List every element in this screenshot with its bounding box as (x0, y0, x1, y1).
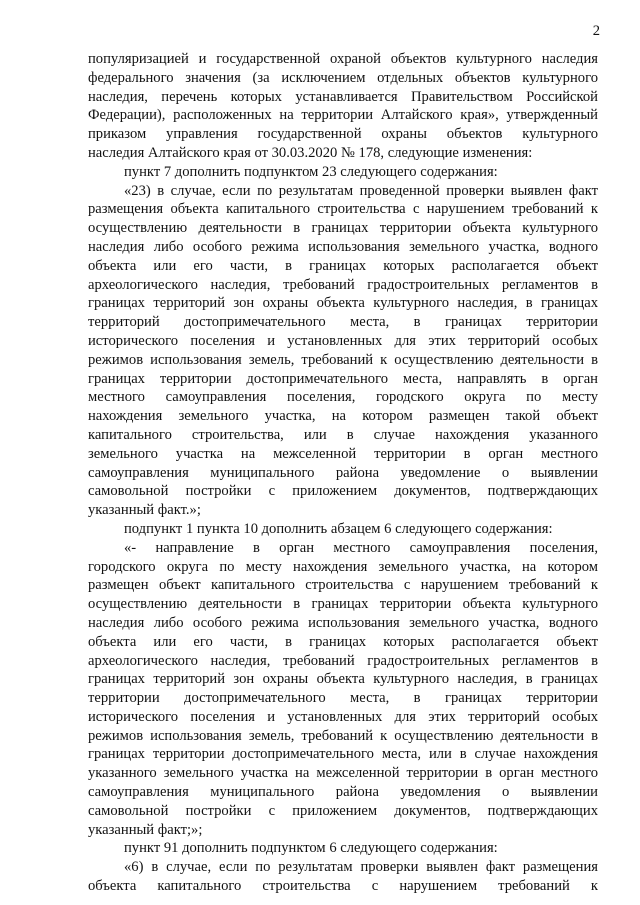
text-line: наследия либо особого режима использования земельного участка, водного (88, 614, 598, 631)
text-line: границах территории достопримечательного места, или в случае нахождения (88, 746, 598, 763)
text-line: территории достопримечательного места, в границах территории (88, 690, 598, 707)
text-line: наследия, перечень которых устанавливается Правительством Российской (88, 88, 598, 105)
text-line: капитального строительства, или в случае нахождения указанного (88, 426, 598, 443)
text-line: федерального значения (за исключением отдельных объектов культурного (88, 69, 598, 86)
text-line: границах территории достопримечательного места, направлять в орган (88, 370, 598, 387)
text-line: границах территорий зон охраны объекта культурного наследия, в границах (88, 295, 598, 312)
text-line: пункт 91 дополнить подпунктом 6 следующего содержания: (124, 840, 498, 857)
text-line: режимов использования земель, требований к осуществлению деятельности в (88, 727, 598, 744)
text-line: объекта или его части, в границах которых располагается объект (88, 633, 598, 650)
text-line: осуществлению деятельности в границах территории объекта культурного (88, 220, 598, 237)
text-line: подпункт 1 пункта 10 дополнить абзацем 6 следующего содержания: (124, 520, 553, 537)
text-line: самоуправления муниципального района уведомление о выявлении (88, 464, 598, 481)
text-line: «- направление в орган местного самоуправления поселения, (124, 539, 598, 556)
text-line: археологического наследия, требований градостроительных регламентов в (88, 276, 598, 293)
text-line: объекта или его части, в границах которых располагается объект (88, 257, 598, 274)
text-line: территорий достопримечательного места, в границах территории (88, 314, 598, 331)
text-line: «6) в случае, если по результатам проверки выявлен факт размещения (124, 859, 598, 876)
text-line: популяризацией и государственной охраной объектов культурного наследия (88, 51, 598, 67)
text-line: указанный факт;»; (88, 821, 203, 838)
text-line: земельного участка на межселенной территории в орган местного (88, 445, 598, 462)
text-line: самовольной постройки с приложением документов, подтверждающих (88, 802, 598, 819)
page-number: 2 (592, 23, 600, 39)
text-line: самовольной постройки с приложением документов, подтверждающих (88, 483, 598, 500)
text-line: наследия Алтайского края от 30.03.2020 № 178, следующие изменения: (88, 144, 533, 161)
document-body (88, 50, 598, 896)
text-line: нахождения земельного участка, на котором размещен такой объект (88, 408, 598, 425)
text-line: пункт 7 дополнить подпунктом 23 следующего содержания: (124, 163, 498, 180)
text-line: указанного земельного участка на межселенной территории в орган местного (88, 765, 598, 782)
text-line: приказом управления государственной охраны объектов культурного (88, 126, 598, 143)
text-line: объекта капитального строительства с нарушением требований к (88, 878, 598, 895)
text-line: размещен объект капитального строительства с нарушением требований к (88, 577, 598, 594)
text-line: указанный факт.»; (88, 502, 201, 519)
text-line: самоуправления муниципального района уведомления о выявлении (88, 784, 598, 801)
text-line: исторического поселения и установленных для этих территорий особых (88, 708, 598, 725)
text-line: границах территорий зон охраны объекта культурного наследия, в границах (88, 671, 598, 688)
text-line: городского округа по месту нахождения земельного участка, на котором (88, 558, 598, 575)
text-line: Федерации), расположенных на территории Алтайского края», утвержденный (88, 107, 598, 124)
text-line: исторического поселения и установленных для этих территорий особых (88, 332, 598, 349)
text-line: размещения объекта капитального строительства с нарушением требований к (88, 201, 598, 218)
text-line: режимов использования земель, требований к осуществлению деятельности в (88, 351, 598, 368)
text-line: наследия либо особого режима использования земельного участка, водного (88, 238, 598, 255)
text-line: археологического наследия, требований градостроительных регламентов в (88, 652, 598, 669)
text-line: осуществлению деятельности в границах территории объекта культурного (88, 596, 598, 613)
text-line: «23) в случае, если по результатам проведенной проверки выявлен факт (124, 182, 598, 199)
text-line: местного самоуправления поселения, городского округа по месту (88, 389, 598, 406)
